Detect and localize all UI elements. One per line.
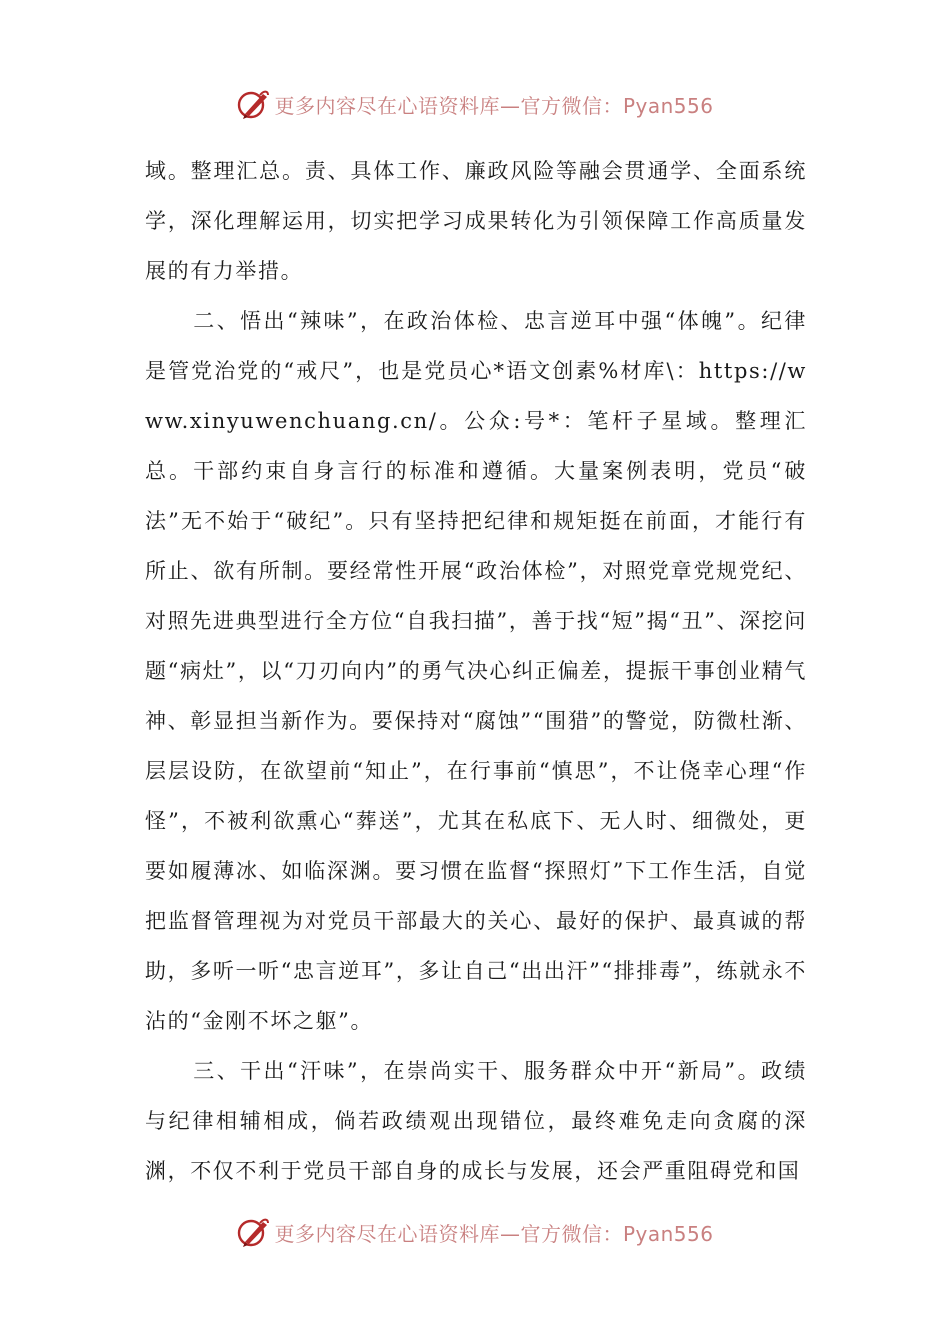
document-body: [145, 146, 807, 1196]
header-banner-text: 更多内容尽在心语资料库—官方微信：Pyan556: [274, 93, 714, 118]
footer-banner-text: 更多内容尽在心语资料库—官方微信：Pyan556: [274, 1221, 714, 1246]
paragraph-section-two: 二、悟出“辣味”，在政治体检、忠言逆耳中强“体魄”。纪律是管党治党的“戒尺”，也是党员心*语文创素%材库\：https://www.xinyuwenchuang.cn/。公众:号*：笔杆子星域。整理汇总。干部约束自身言行的标准和遵循。大量案例表明，党员“破法”无不始于“破纪”。只有坚持把纪律和规矩挺在前面，才能行有所止、欲有所制。要经常性开展“政治体检”，对照党章党规党纪、对照先进典型进行全方位“自我扫描”，善于找“短”揭“丑”、深挖问题“病灶”，以“刀刃向内”的勇气决心纠正偏差，提振干事创业精气神、彰显担当新作为。要保持对“腐蚀”“围猎”的警觉，防微杜渐、层层设防，在欲望前“知止”，在行事前“慎思”，不让侥幸心理“作怪”，不被利欲熏心“葬送”，尤其在私底下、无人时、细微处，更要如履薄冰、如临深渊。要习惯在监督“探照灯”下工作生活，自觉把监督管理视为对党员干部最大的关心、最好的保护、最真诚的帮助，多听一听“忠言逆耳”，多让自己“出出汗”“排排毒”，练就永不沾的“金刚不坏之躯”。: [145, 309, 807, 1033]
pen-logo-icon: [236, 1215, 270, 1249]
footer-banner: [0, 1212, 950, 1252]
header-banner: [0, 84, 950, 124]
pen-logo-icon: [236, 87, 270, 121]
paragraph-continuation: 域。整理汇总。责、具体工作、廉政风险等融会贯通学、全面系统学，深化理解运用，切实把学习成果转化为引领保障工作高质量发展的有力举措。: [145, 159, 807, 283]
paragraph-section-three: 三、干出“汗味”，在崇尚实干、服务群众中开“新局”。政绩与纪律相辅相成，倘若政绩观出现错位，最终难免走向贪腐的深渊，不仅不利于党员干部自身的成长与发展，还会严重阻碍党和国: [145, 1059, 807, 1183]
